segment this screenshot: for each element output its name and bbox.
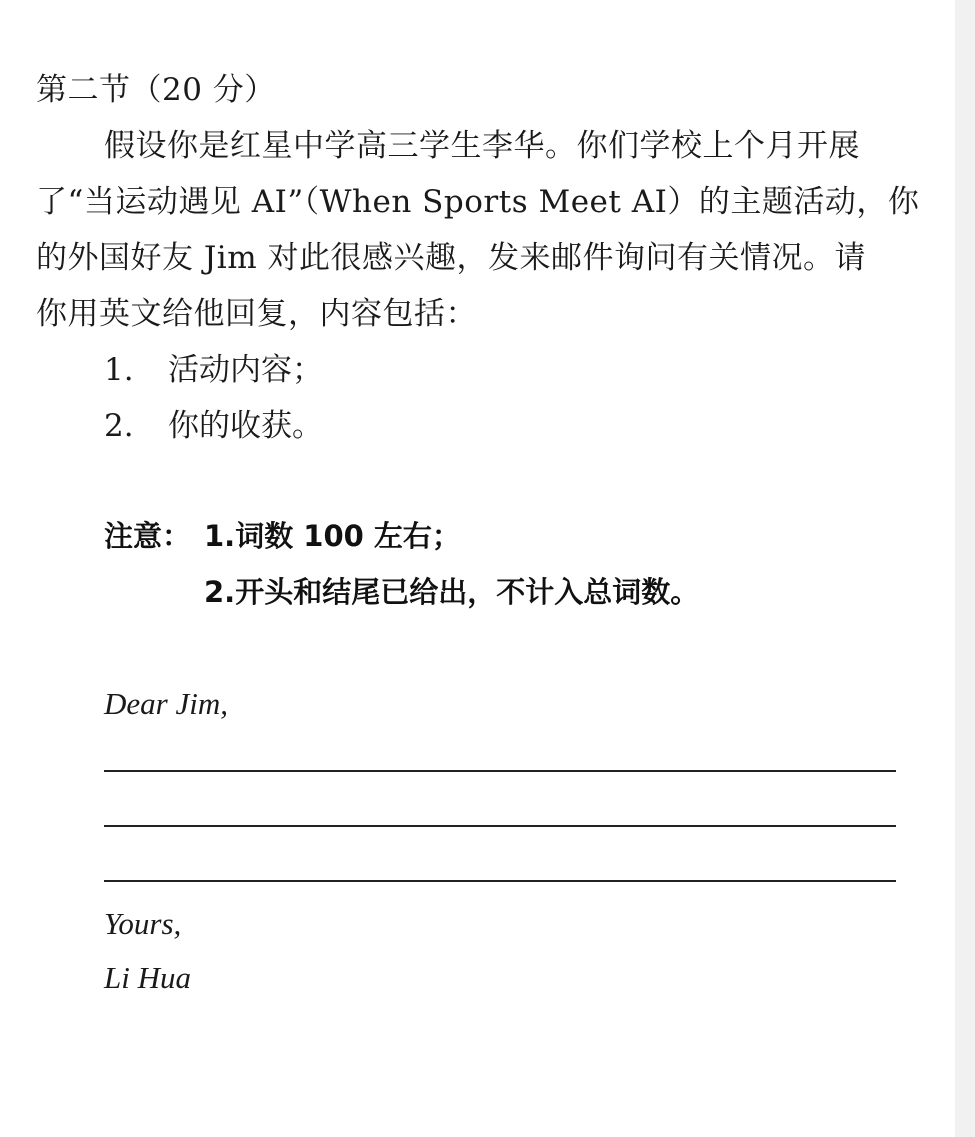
note-line-1 [104,516,461,556]
answer-line-1[interactable] [104,770,896,772]
item-text: 你的收获。 [168,408,323,444]
letter-closing: Yours, [104,906,182,941]
letter-signature: Li Hua [104,960,191,995]
page-edge [955,0,975,1137]
item-text: 活动内容； [168,352,323,388]
note-line-2: 2.开头和结尾已给出，不计入总词数。 [204,575,700,609]
item-number: 1. [104,352,134,388]
prompt-line-4: 你用英文给他回复，内容包括： [36,296,477,332]
content-item-2 [104,406,323,446]
content-item-1 [104,350,323,390]
prompt-line-1: 假设你是红星中学高三学生李华。你们学校上个月开展 [104,128,860,164]
note-word-count: 1.词数 100 左右； [204,519,461,553]
answer-line-2[interactable] [104,825,896,827]
note-label: 注意： [104,519,192,553]
prompt-line-3: 的外国好友 Jim 对此很感兴趣，发来邮件询问有关情况。请 [36,240,866,276]
section-heading: 第二节（20 分） [36,72,276,108]
item-number: 2. [104,408,134,444]
answer-line-3[interactable] [104,880,896,882]
letter-greeting: Dear Jim, [104,686,228,721]
prompt-line-2: 了“当运动遇见 AI”（When Sports Meet AI）的主题活动，你 [36,184,920,220]
